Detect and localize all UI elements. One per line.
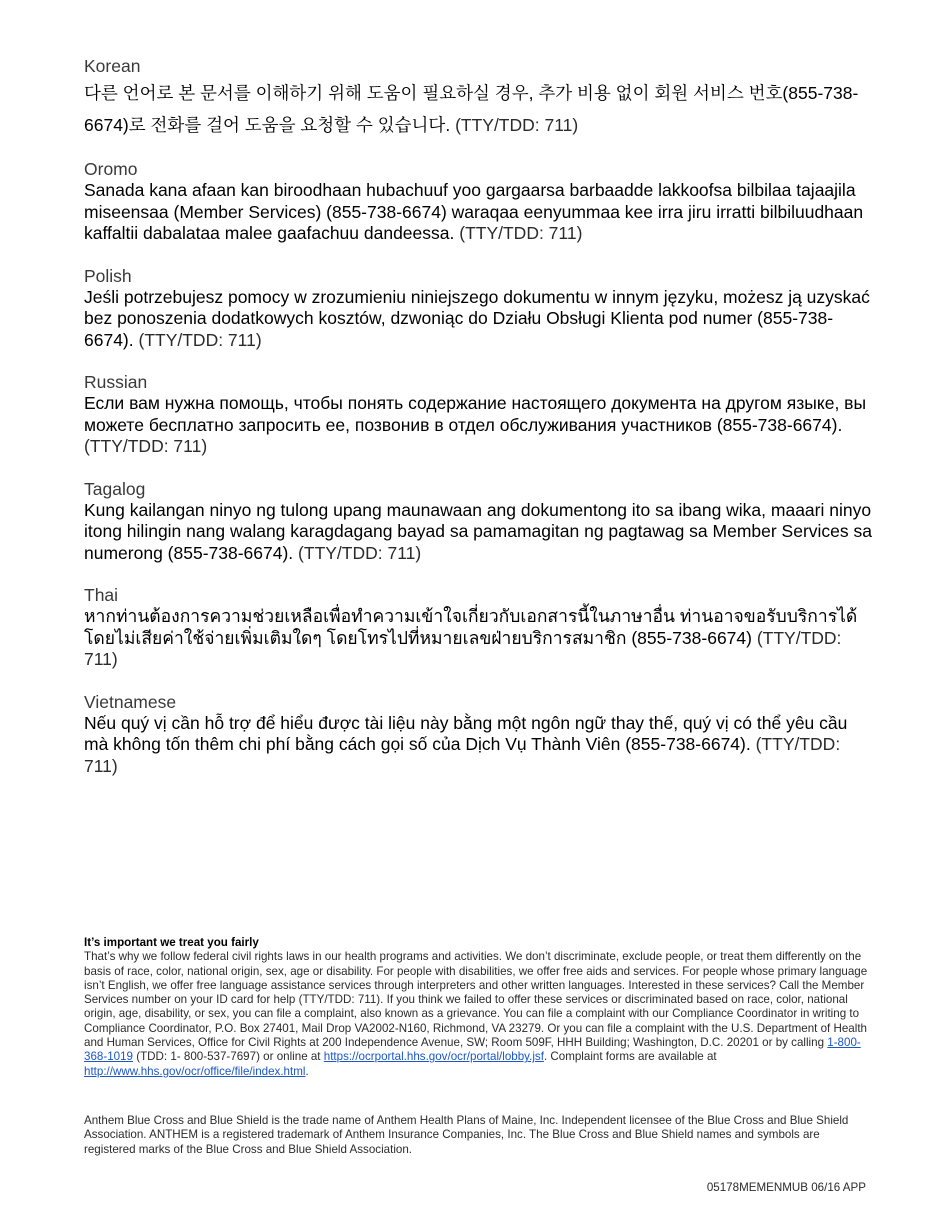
language-heading: Oromo (84, 159, 138, 179)
language-block-vietnamese (84, 692, 874, 778)
language-notice (84, 180, 874, 245)
tty-info: (TTY/TDD: 711) (84, 436, 208, 456)
language-notice (84, 500, 874, 565)
notice-text: Если вам нужна помощь, чтобы понять содержание настоящего документа на другом языке, вы можете бесплатно запросить ее, позвонив в отдел обслуживания участников (855-738-6674). (84, 393, 867, 435)
language-block-oromo (84, 159, 874, 245)
language-block-tagalog (84, 479, 874, 565)
notice-body-text: That’s why we follow federal civil rights laws in our health programs and activities. We don’t discriminate, exclude people, or treat them differently on the basis of race, color, national origin, sex, age or disability. For people with disabilities, we offer free aids and services. For people whose primary language isn’t English, we offer free language assistance services through interpreters and other written languages. Interested in these services? Call the Member Services number on your ID card for help (TTY/TDD: 711). If you think we failed to offer these services or discriminated based on race, color, national origin, age, disability, or sex, you can file a complaint, also known as a grievance. You can file a complaint with our Compliance Coordinator in writing to Compliance Coordinator, P.O. Box 27401, Mail Drop VA2002-N160, Richmond, VA 23279. Or you can file a complaint with the U.S. Department of Health and Human Services, Office for Civil Rights at 200 Independence Avenue, SW; Room 509F, HHH Building; Washington, D.C. 20201 or by calling (84, 950, 868, 1050)
notice-body (84, 950, 874, 1079)
notice-body-text: . (305, 1064, 309, 1078)
language-block-polish (84, 266, 874, 352)
tty-info: (TTY/TDD: 711) (138, 329, 262, 350)
complaint-forms-link[interactable]: http://www.hhs.gov/ocr/office/file/index.html (84, 1064, 306, 1078)
language-assistance-list (84, 56, 874, 798)
notice-heading: It’s important we treat you fairly (84, 936, 259, 949)
notice-text: Jeśli potrzebujesz pomocy w zrozumieniu niniejszego dokumentu w innym języku, możesz ją uzyskać bez ponoszenia dodatkowych kosztów, dzwoniąc do Działu Obsługi Klienta pod numer (855-738-6674). (84, 286, 870, 350)
language-heading: Korean (84, 56, 141, 76)
notice-body-text: (TDD: 1- 800-537-7697) or online at (133, 1050, 324, 1064)
language-notice (84, 287, 874, 352)
notice-text: Nếu quý vị cần hỗ trợ để hiểu được tài liệu này bằng một ngôn ngữ thay thế, quý vị có thể yêu cầu mà không tốn thêm chi phí bằng cách gọi số của Dịch Vụ Thành Viên (855-738-6674). (84, 712, 848, 754)
trademark-statement: Anthem Blue Cross and Blue Shield is the trade name of Anthem Health Plans of Maine, Inc. Independent licensee of the Blue Cross and Blue Shield Association. ANTHEM is a registered trademark of Anthem Insurance Companies, Inc. The Blue Cross and Blue Shield names and symbols are registered marks of the Blue Cross and Blue Shield Association. (84, 1114, 849, 1156)
language-notice (84, 393, 874, 458)
language-heading: Tagalog (84, 478, 146, 499)
document-code: 05178MEMENMUB 06/16 APP (706, 1181, 866, 1194)
tty-info: (TTY/TDD: 711) (298, 542, 422, 563)
language-block-thai (84, 585, 874, 671)
language-heading: Vietnamese (84, 691, 177, 712)
notice-text: Sanada kana afaan kan biroodhaan hubachuuf yoo gargaarsa barbaadde lakkoofsa bilbilaa tajaajila miseensaa (Member Services) (855-738-6674) waraqaa eenyummaa kee irra jiru irratti bilbiluudhaan kaffaltii dabalataa malee gaafachuu dandeessa. (84, 180, 864, 243)
nondiscrimination-notice (84, 936, 874, 1079)
tty-info: (TTY/TDD: 711) (455, 115, 579, 135)
notice-text: Kung kailangan ninyo ng tulong upang maunawaan ang dokumentong ito sa ibang wika, maaari ninyo itong hilingin nang walang karagdagang bayad sa pamamagitan ng pagtawag sa Member Services sa numerong (855-738-6674). (84, 499, 873, 563)
ocr-portal-link[interactable]: https://ocrportal.hhs.gov/ocr/portal/lobby.jsf (323, 1050, 544, 1064)
hhs-phone-link[interactable]: 1-800-368-1019 (84, 1036, 861, 1064)
tty-info: (TTY/TDD: 711) (84, 734, 841, 776)
notice-text: 다른 언어로 본 문서를 이해하기 위해 도움이 필요하실 경우, 추가 비용 없이 회원 서비스 번호(855-738-6674)로 전화를 걸어 도움을 요청할 수 있습니다. (84, 83, 859, 135)
language-block-russian (84, 372, 874, 458)
language-heading: Polish (84, 265, 132, 286)
language-heading: Russian (84, 372, 148, 392)
language-heading: Thai (84, 585, 119, 605)
tty-info: (TTY/TDD: 711) (459, 223, 583, 243)
tty-info: (TTY/TDD: 711) (84, 627, 842, 669)
notice-body-text: . Complaint forms are available at (543, 1050, 717, 1064)
language-notice (84, 713, 874, 778)
language-block-korean (84, 56, 874, 141)
language-notice (84, 77, 874, 141)
notice-text: หากท่านต้องการความช่วยเหลือเพื่อทำความเข้าใจเกี่ยวกับเอกสารนี้ในภาษาอื่น ท่านอาจขอรับบริการได้โดยไม่เสียค่าใช้จ่ายเพิ่มเติมใดๆ โดยโทรไปที่หมายเลขฝ่ายบริการสมาชิก (855-738-6674) (84, 606, 858, 648)
language-notice (84, 606, 874, 671)
